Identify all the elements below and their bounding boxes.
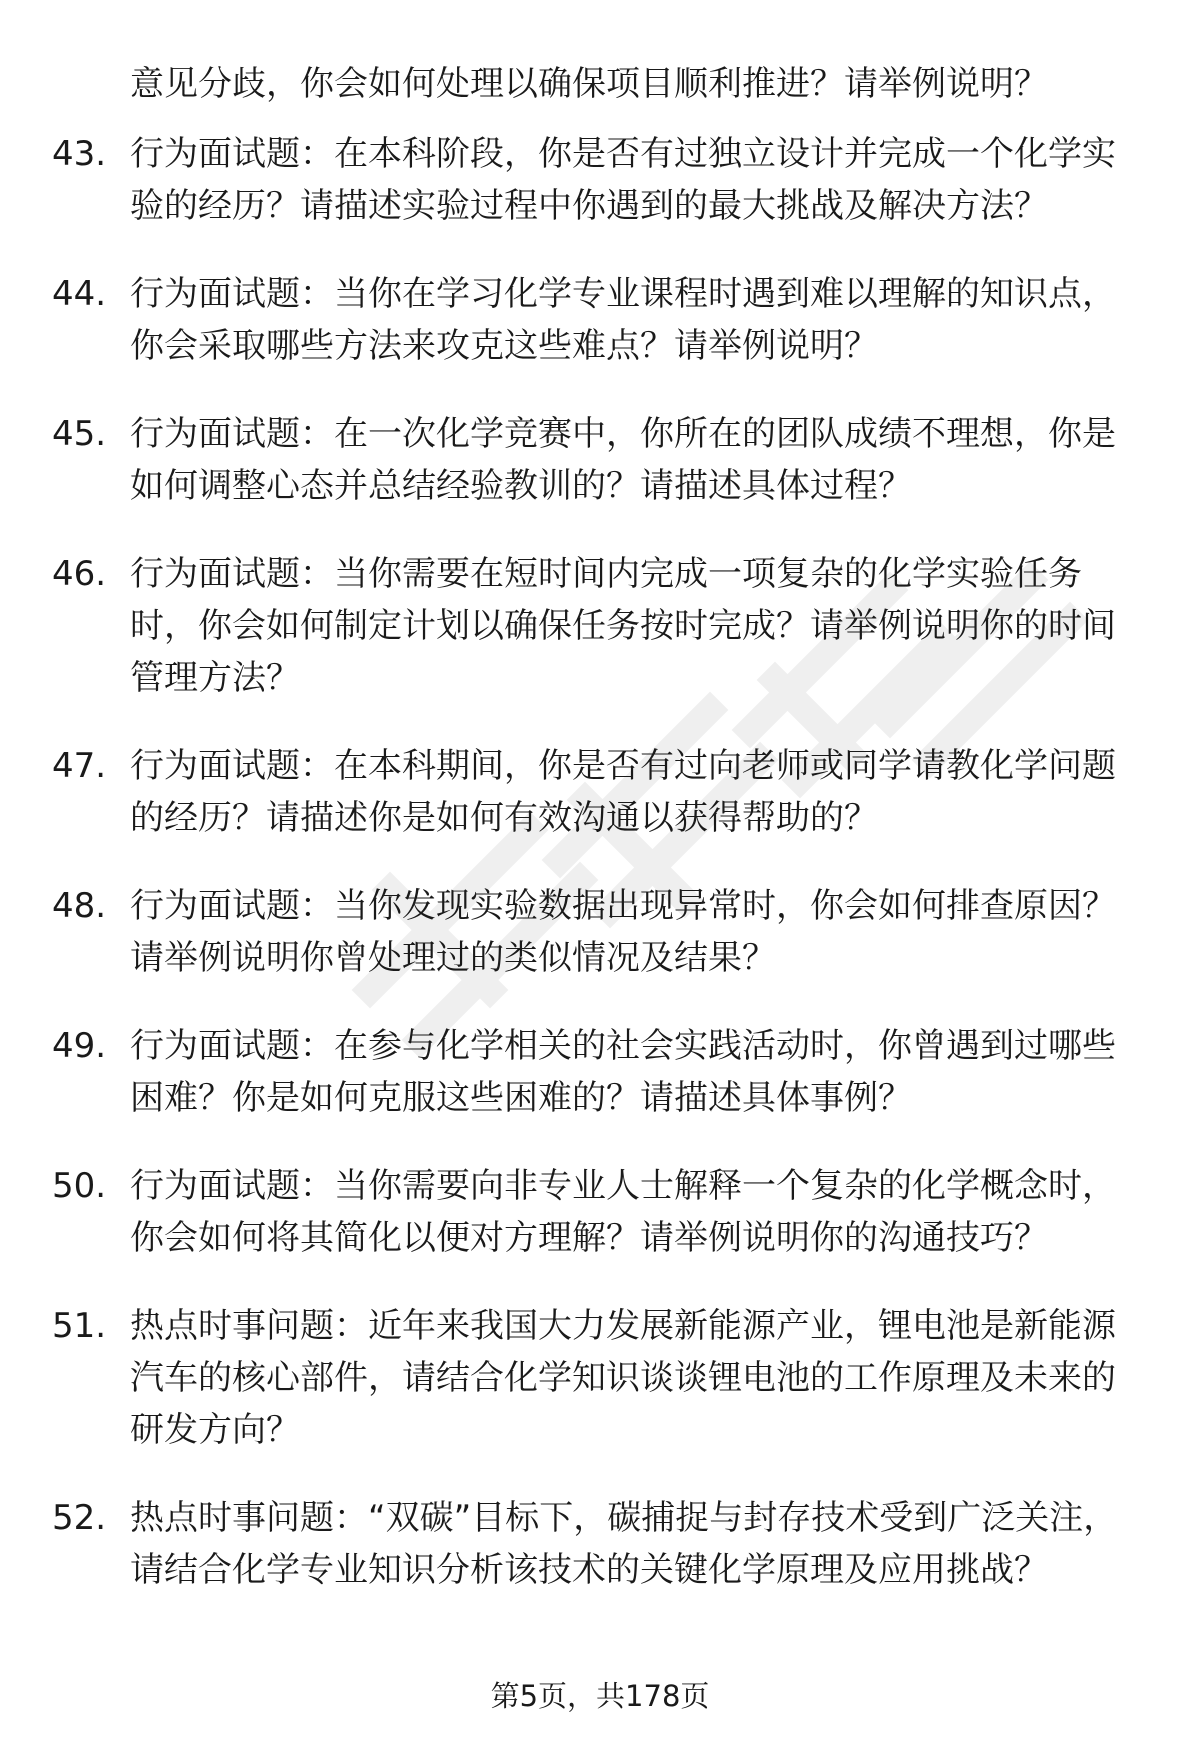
question-number: 47. xyxy=(52,746,107,786)
question-item xyxy=(0,268,1200,372)
question-number: 43. xyxy=(52,134,107,174)
question-item xyxy=(0,1492,1200,1596)
question-text: 热点时事问题：“双碳”目标下，碳捕捉与封存技术受到广泛关注，请结合化学专业知识分析该技术的关键化学原理及应用挑战？ xyxy=(130,1498,1118,1590)
question-item xyxy=(0,128,1200,232)
question-number: 46. xyxy=(52,554,107,594)
question-item xyxy=(0,408,1200,512)
question-text: 行为面试题：在参与化学相关的社会实践活动时，你曾遇到过哪些困难？你是如何克服这些困难的？请描述具体事例？ xyxy=(130,1026,1116,1118)
question-number: 44. xyxy=(52,274,107,314)
question-item xyxy=(0,1160,1200,1264)
question-item xyxy=(0,1300,1200,1456)
question-text: 行为面试题：当你需要在短时间内完成一项复杂的化学实验任务时，你会如何制定计划以确保任务按时完成？请举例说明你的时间管理方法？ xyxy=(130,554,1116,698)
question-number: 49. xyxy=(52,1026,107,1066)
question-item xyxy=(0,1020,1200,1124)
question-text: 行为面试题：在一次化学竞赛中，你所在的团队成绩不理想，你是如何调整心态并总结经验教训的？请描述具体过程？ xyxy=(130,414,1116,506)
question-number: 50. xyxy=(52,1166,107,1206)
continued-question-text: 意见分歧，你会如何处理以确保项目顺利推进？请举例说明？ xyxy=(130,64,1048,104)
question-text: 行为面试题：当你发现实验数据出现异常时，你会如何排查原因？请举例说明你曾处理过的类似情况及结果？ xyxy=(130,886,1116,978)
question-number: 45. xyxy=(52,414,107,454)
question-text: 热点时事问题：近年来我国大力发展新能源产业，锂电池是新能源汽车的核心部件，请结合化学知识谈谈锂电池的工作原理及未来的研发方向？ xyxy=(130,1306,1116,1450)
question-text: 行为面试题：当你需要向非专业人士解释一个复杂的化学概念时，你会如何将其简化以便对方理解？请举例说明你的沟通技巧？ xyxy=(130,1166,1116,1258)
question-item xyxy=(0,548,1200,704)
page-footer: 第5页，共178页 xyxy=(490,1679,710,1713)
question-number: 48. xyxy=(52,886,107,926)
question-list xyxy=(0,128,1200,1632)
question-text: 行为面试题：在本科期间，你是否有过向老师或同学请教化学问题的经历？请描述你是如何有效沟通以获得帮助的？ xyxy=(130,746,1116,838)
question-item xyxy=(0,880,1200,984)
question-text: 行为面试题：当你在学习化学专业课程时遇到难以理解的知识点，你会采取哪些方法来攻克这些难点？请举例说明？ xyxy=(130,274,1116,366)
question-text: 行为面试题：在本科阶段，你是否有过独立设计并完成一个化学实验的经历？请描述实验过程中你遇到的最大挑战及解决方法？ xyxy=(130,134,1116,226)
question-item xyxy=(0,740,1200,844)
question-number: 52. xyxy=(52,1498,107,1538)
question-number: 51. xyxy=(52,1306,107,1346)
